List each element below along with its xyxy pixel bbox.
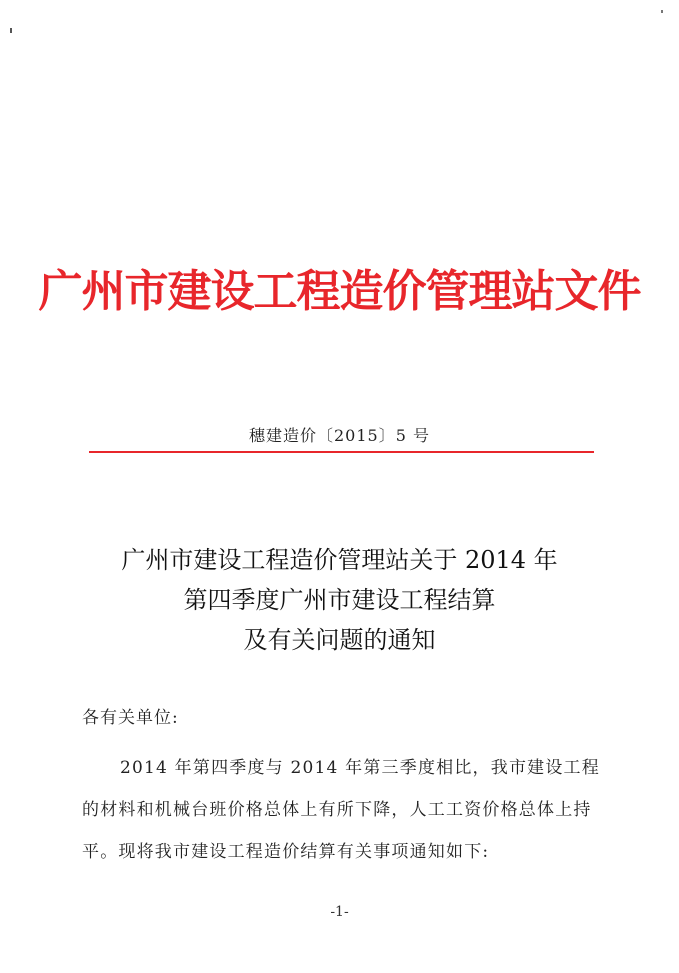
letterhead-divider — [89, 451, 594, 453]
notice-title — [0, 540, 679, 660]
notice-title-line: 第四季度广州市建设工程结算 — [183, 586, 496, 614]
notice-title-line: 及有关问题的通知 — [243, 626, 436, 654]
scan-artifact — [661, 10, 663, 13]
notice-title-line: 广州市建设工程造价管理站关于 2014 年 — [121, 546, 558, 574]
scan-artifact — [10, 28, 12, 33]
salutation: 各有关单位: — [82, 708, 179, 728]
page-number: -1- — [330, 904, 349, 920]
letterhead-title: 广州市建设工程造价管理站文件 — [38, 266, 641, 317]
body-paragraph: 2014 年第四季度与 2014 年第三季度相比，我市建设工程的材料和机械台班价格总体上有所下降，人工工资价格总体上持平。现将我市建设工程造价结算有关事项通知如下: — [82, 758, 600, 862]
document-number: 穗建造价〔2015〕5 号 — [249, 426, 430, 445]
